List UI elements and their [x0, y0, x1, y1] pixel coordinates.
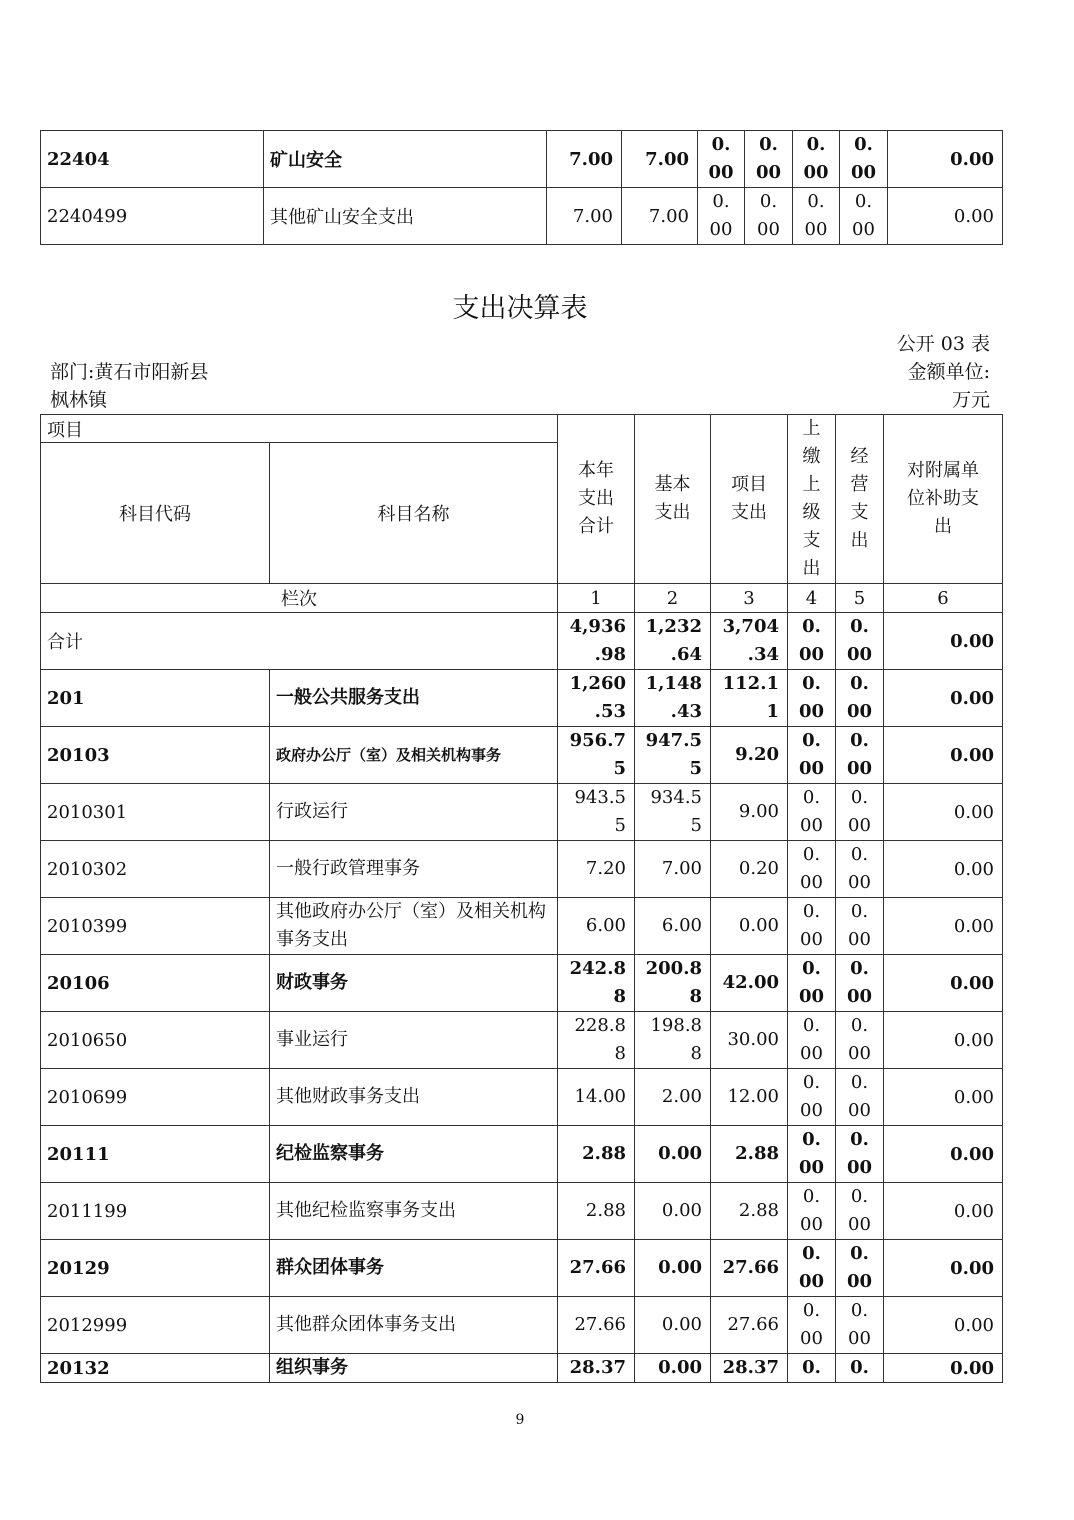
- top-continuation-table: [40, 130, 1003, 245]
- column-number-5: 5: [836, 584, 884, 613]
- cell-name: 矿山安全: [264, 131, 547, 188]
- table-row: [41, 898, 1003, 955]
- cell-c4: 0. 00: [788, 1183, 836, 1240]
- cell-c6: 0.00: [884, 1126, 1003, 1183]
- cell-code: 2240499: [41, 188, 264, 245]
- cell-c5: 0. 00: [836, 898, 884, 955]
- cell-code: 20103: [41, 727, 270, 784]
- header-project: 项目: [41, 415, 558, 443]
- column-number-2: 2: [635, 584, 711, 613]
- cell-c2: 7.00: [622, 131, 698, 188]
- cell-name: 其他群众团体事务支出: [270, 1297, 558, 1354]
- cell-c3: 9.20: [711, 727, 788, 784]
- unit-label: 金额单位:: [907, 361, 990, 383]
- cell-c1: 6.00: [558, 898, 635, 955]
- cell-c1: 228.8 8: [558, 1012, 635, 1069]
- cell-c3: 27.66: [711, 1297, 788, 1354]
- cell-c2: 0.00: [635, 1240, 711, 1297]
- cell-code: 2010399: [41, 898, 270, 955]
- cell-c3: 0. 00: [698, 188, 745, 245]
- cell-name: 其他财政事务支出: [270, 1069, 558, 1126]
- table-row: [41, 131, 1003, 188]
- cell-c1: 14.00: [558, 1069, 635, 1126]
- cell-name: 其他纪检监察事务支出: [270, 1183, 558, 1240]
- header-col5: 经 营 支 出: [850, 446, 869, 551]
- cell-c6: 0.00: [884, 955, 1003, 1012]
- cell-c5: 0. 00: [836, 784, 884, 841]
- cell-c5: 0. 00: [836, 670, 884, 727]
- form-number: 公开 03 表: [896, 333, 990, 355]
- total-c5: 0. 00: [836, 613, 884, 670]
- cell-code: 201: [41, 670, 270, 727]
- table-row: [41, 188, 1003, 245]
- column-number-3: 3: [711, 584, 788, 613]
- cell-c2: 0.00: [635, 1183, 711, 1240]
- cell-c1: 7.00: [547, 131, 622, 188]
- total-row: [41, 613, 1003, 670]
- cell-code: 22404: [41, 131, 264, 188]
- cell-c4: 0. 00: [788, 1012, 836, 1069]
- table-row: [41, 1354, 1003, 1383]
- cell-c2: 0.00: [635, 1297, 711, 1354]
- cell-c4: 0. 00: [788, 1297, 836, 1354]
- cell-c5: 0. 00: [836, 955, 884, 1012]
- page-title: 支出决算表: [452, 293, 588, 324]
- cell-c6: 0.00: [884, 784, 1003, 841]
- cell-c6: 0.00: [884, 841, 1003, 898]
- cell-c3: 12.00: [711, 1069, 788, 1126]
- cell-name: 一般行政管理事务: [270, 841, 558, 898]
- unit-value: 万元: [951, 389, 990, 411]
- cell-name: 其他政府办公厅（室）及相关机构事务支出: [270, 898, 558, 955]
- header-row-label: 栏次: [41, 584, 558, 613]
- header-col1: 本年 支出 合计: [578, 460, 614, 537]
- cell-c3: 42.00: [711, 955, 788, 1012]
- cell-name: 一般公共服务支出: [270, 670, 558, 727]
- cell-code: 2012999: [41, 1297, 270, 1354]
- header-code: 科目代码: [41, 443, 270, 584]
- cell-c6: 0.00: [884, 1354, 1003, 1383]
- table-row: [41, 670, 1003, 727]
- cell-c6: 0.00: [884, 1297, 1003, 1354]
- cell-c4: 0. 00: [788, 727, 836, 784]
- cell-code: 20106: [41, 955, 270, 1012]
- header-name: 科目名称: [270, 443, 558, 584]
- cell-c4: 0. 00: [788, 955, 836, 1012]
- department-line-2: 枫林镇: [50, 389, 108, 411]
- cell-c5: 0. 00: [793, 131, 840, 188]
- cell-c7: 0.00: [888, 131, 1003, 188]
- cell-c5: 0. 00: [836, 1126, 884, 1183]
- cell-c1: 956.7 5: [558, 727, 635, 784]
- cell-c5: 0. 00: [793, 188, 840, 245]
- cell-name: 其他矿山安全支出: [264, 188, 547, 245]
- table-row: [41, 784, 1003, 841]
- table-row: [41, 841, 1003, 898]
- header-col3: 项目 支出: [731, 474, 767, 523]
- cell-c7: 0.00: [888, 188, 1003, 245]
- cell-c3: 30.00: [711, 1012, 788, 1069]
- cell-c2: 7.00: [622, 188, 698, 245]
- cell-c2: 0.00: [635, 1126, 711, 1183]
- total-c2: 1,232 .64: [635, 613, 711, 670]
- total-c4: 0. 00: [788, 613, 836, 670]
- cell-name: 财政事务: [270, 955, 558, 1012]
- header-col6: 对附属单 位补助支 出: [907, 460, 979, 537]
- table-row: [41, 1012, 1003, 1069]
- cell-c3: 2.88: [711, 1126, 788, 1183]
- cell-c1: 2.88: [558, 1126, 635, 1183]
- cell-c2: 0.00: [635, 1354, 711, 1383]
- cell-c2: 947.5 5: [635, 727, 711, 784]
- cell-c4: 0. 00: [788, 1069, 836, 1126]
- cell-c5: 0. 00: [836, 841, 884, 898]
- cell-c6: 0. 00: [840, 188, 888, 245]
- cell-c3: 0.00: [711, 898, 788, 955]
- cell-c2: 934.5 5: [635, 784, 711, 841]
- cell-c4: 0. 00: [788, 784, 836, 841]
- cell-c3: 28.37: [711, 1354, 788, 1383]
- cell-name: 政府办公厅（室）及相关机构事务: [270, 727, 558, 784]
- cell-c6: 0.00: [884, 727, 1003, 784]
- cell-code: 2011199: [41, 1183, 270, 1240]
- cell-c1: 242.8 8: [558, 955, 635, 1012]
- cell-c4: 0. 00: [788, 1126, 836, 1183]
- table-row: [41, 1240, 1003, 1297]
- cell-c1: 28.37: [558, 1354, 635, 1383]
- cell-c6: 0.00: [884, 898, 1003, 955]
- cell-c3: 0.20: [711, 841, 788, 898]
- cell-c5: 0. 00: [836, 1069, 884, 1126]
- cell-code: 20129: [41, 1240, 270, 1297]
- total-c6: 0.00: [884, 613, 1003, 670]
- cell-code: 2010699: [41, 1069, 270, 1126]
- cell-c5: 0. 00: [836, 1297, 884, 1354]
- total-c3: 3,704 .34: [711, 613, 788, 670]
- expenditure-table: [40, 414, 1003, 1383]
- table-row: [41, 1297, 1003, 1354]
- cell-code: 20132: [41, 1354, 270, 1383]
- cell-c1: 7.20: [558, 841, 635, 898]
- cell-name: 组织事务: [270, 1354, 558, 1383]
- table-row: [41, 1183, 1003, 1240]
- cell-c3: 2.88: [711, 1183, 788, 1240]
- cell-c4: 0. 00: [745, 131, 793, 188]
- cell-c6: 0.00: [884, 670, 1003, 727]
- cell-c5: 0. 00: [836, 727, 884, 784]
- cell-c4: 0. 00: [788, 670, 836, 727]
- cell-c2: 1,148 .43: [635, 670, 711, 727]
- cell-c2: 2.00: [635, 1069, 711, 1126]
- column-number-6: 6: [884, 584, 1003, 613]
- cell-name: 群众团体事务: [270, 1240, 558, 1297]
- cell-c1: 7.00: [547, 188, 622, 245]
- cell-c1: 1,260 .53: [558, 670, 635, 727]
- table-row: [41, 1126, 1003, 1183]
- cell-c1: 27.66: [558, 1240, 635, 1297]
- table-row: [41, 727, 1003, 784]
- cell-code: 2010302: [41, 841, 270, 898]
- cell-c5: 0. 00: [836, 1012, 884, 1069]
- cell-c4: 0. 00: [788, 1240, 836, 1297]
- table-row: [41, 955, 1003, 1012]
- cell-c2: 198.8 8: [635, 1012, 711, 1069]
- cell-c5: 0. 00: [836, 1183, 884, 1240]
- cell-c4: 0. 00: [788, 841, 836, 898]
- cell-name: 行政运行: [270, 784, 558, 841]
- page-number: 9: [515, 1412, 525, 1428]
- header-col2: 基本 支出: [654, 474, 691, 523]
- column-number-4: 4: [788, 584, 836, 613]
- department-line-1: 部门:黄石市阳新县: [50, 361, 209, 383]
- column-number-1: 1: [558, 584, 635, 613]
- cell-name: 事业运行: [270, 1012, 558, 1069]
- table-row: [41, 1069, 1003, 1126]
- cell-c3: 112.1 1: [711, 670, 788, 727]
- cell-c1: 27.66: [558, 1297, 635, 1354]
- cell-c4: 0.: [788, 1354, 836, 1383]
- cell-c4: 0. 00: [788, 898, 836, 955]
- cell-c6: 0.00: [884, 1240, 1003, 1297]
- cell-c2: 6.00: [635, 898, 711, 955]
- cell-c3: 0. 00: [698, 131, 745, 188]
- cell-c6: 0. 00: [840, 131, 888, 188]
- cell-c3: 27.66: [711, 1240, 788, 1297]
- cell-c6: 0.00: [884, 1183, 1003, 1240]
- cell-code: 20111: [41, 1126, 270, 1183]
- cell-name: 纪检监察事务: [270, 1126, 558, 1183]
- cell-c2: 200.8 8: [635, 955, 711, 1012]
- cell-code: 2010301: [41, 784, 270, 841]
- total-c1: 4,936 .98: [558, 613, 635, 670]
- cell-c1: 943.5 5: [558, 784, 635, 841]
- cell-c2: 7.00: [635, 841, 711, 898]
- cell-c5: 0.: [836, 1354, 884, 1383]
- cell-c5: 0. 00: [836, 1240, 884, 1297]
- cell-c4: 0. 00: [745, 188, 793, 245]
- cell-c3: 9.00: [711, 784, 788, 841]
- cell-c6: 0.00: [884, 1012, 1003, 1069]
- cell-c1: 2.88: [558, 1183, 635, 1240]
- header-col4: 上 缴 上 级 支 出: [802, 418, 821, 579]
- cell-code: 2010650: [41, 1012, 270, 1069]
- total-label: 合计: [41, 613, 558, 670]
- cell-c6: 0.00: [884, 1069, 1003, 1126]
